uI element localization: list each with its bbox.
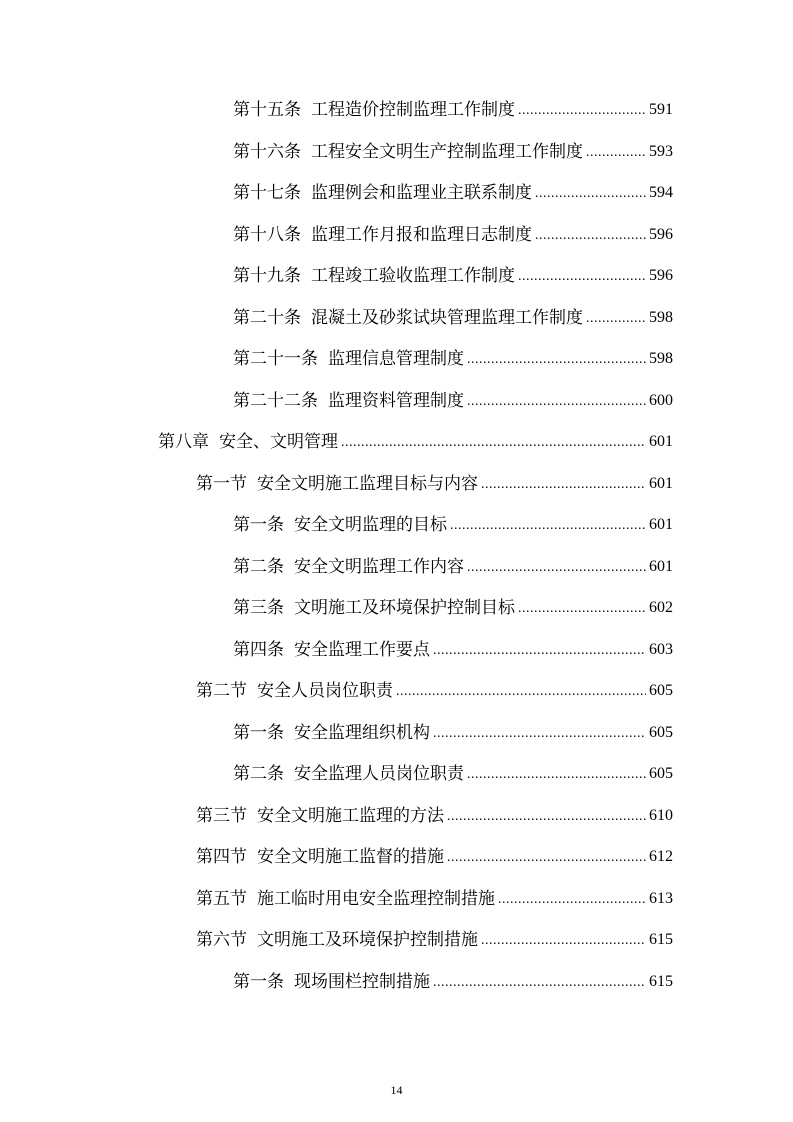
toc-entry-number: 第四节 [196, 847, 247, 867]
toc-leader-dots [467, 387, 646, 417]
toc-entry-number: 第二十二条 [233, 391, 318, 411]
toc-entry-title: 监理资料管理制度 [328, 391, 464, 411]
toc-entry-number: 第十八条 [233, 225, 301, 245]
toc-leader-dots [518, 594, 646, 624]
toc-leader-dots [535, 221, 646, 251]
toc-entry[interactable] [233, 759, 673, 789]
toc-leader-dots [586, 304, 646, 334]
toc-entry-number: 第五节 [196, 889, 247, 909]
toc-entry[interactable] [233, 635, 673, 665]
toc-entry[interactable] [196, 469, 673, 499]
toc-leader-dots [481, 926, 646, 956]
toc-leader-dots [450, 511, 646, 541]
toc-entry[interactable] [158, 427, 673, 457]
toc-entry-title: 混凝土及砂浆试块管理监理工作制度 [311, 308, 583, 328]
toc-leader-dots [467, 760, 646, 790]
toc-entry-title: 工程竣工验收监理工作制度 [311, 266, 515, 286]
toc-entry-title: 安全监理人员岗位职责 [294, 764, 464, 784]
toc-entry-page: 596 [649, 267, 673, 284]
toc-entry-number: 第十五条 [233, 100, 301, 120]
toc-entry[interactable] [233, 386, 673, 416]
toc-entry-page: 605 [649, 765, 673, 782]
toc-entry[interactable] [233, 303, 673, 333]
toc-entry-number: 第一节 [196, 474, 247, 494]
toc-entry-page: 601 [649, 433, 673, 450]
toc-entry-title: 监理例会和监理业主联系制度 [311, 183, 532, 203]
toc-leader-dots [433, 719, 646, 749]
toc-entry-number: 第十七条 [233, 183, 301, 203]
toc-entry-number: 第二十条 [233, 308, 301, 328]
toc-entry-number: 第二条 [233, 764, 284, 784]
toc-entry-page: 594 [649, 184, 673, 201]
toc-entry-title: 工程造价控制监理工作制度 [311, 100, 515, 120]
toc-entry-title: 安全文明监理的目标 [294, 515, 447, 535]
toc-entry-number: 第十九条 [233, 266, 301, 286]
toc-entry[interactable] [233, 178, 673, 208]
toc-entry-page: 603 [649, 641, 673, 658]
toc-leader-dots [433, 636, 646, 666]
toc-entry[interactable] [196, 925, 673, 955]
toc-entry[interactable] [233, 593, 673, 623]
toc-entry-page: 601 [649, 558, 673, 575]
toc-entry[interactable] [196, 884, 673, 914]
toc-entry-title: 安全文明施工监理的方法 [257, 806, 444, 826]
toc-entry-number: 第三节 [196, 806, 247, 826]
toc-entry-page: 602 [649, 599, 673, 616]
toc-entry-number: 第一条 [233, 515, 284, 535]
toc-entry[interactable] [233, 718, 673, 748]
toc-entry-page: 600 [649, 392, 673, 409]
toc-entry[interactable] [233, 344, 673, 374]
toc-entry-page: 598 [649, 309, 673, 326]
toc-entry[interactable] [233, 967, 673, 997]
toc-entry-title: 安全文明施工监理目标与内容 [257, 474, 478, 494]
toc-leader-dots [341, 428, 646, 458]
toc-entry-title: 监理信息管理制度 [328, 349, 464, 369]
toc-entry[interactable] [196, 801, 673, 831]
toc-entry-page: 593 [649, 143, 673, 160]
toc-entry-page: 605 [649, 724, 673, 741]
toc-entry[interactable] [233, 95, 673, 125]
toc-entry-number: 第四条 [233, 640, 284, 660]
toc-entry-number: 第六节 [196, 930, 247, 950]
toc-leader-dots [467, 345, 646, 375]
toc-entry-title: 安全人员岗位职责 [257, 681, 393, 701]
toc-entry-number: 第十六条 [233, 142, 301, 162]
toc-entry-title: 安全、文明管理 [219, 432, 338, 452]
toc-entry-number: 第一条 [233, 723, 284, 743]
toc-entry-page: 596 [649, 226, 673, 243]
toc-entry-number: 第三条 [233, 598, 284, 618]
toc-entry-number: 第一条 [233, 972, 284, 992]
toc-entry-page: 610 [649, 807, 673, 824]
toc-entry[interactable] [196, 676, 673, 706]
toc-entry-page: 615 [649, 973, 673, 990]
toc-entry[interactable] [196, 842, 673, 872]
page-number: 14 [390, 1083, 403, 1097]
toc-entry-number: 第二十一条 [233, 349, 318, 369]
toc-entry-title: 安全监理工作要点 [294, 640, 430, 660]
toc-entry[interactable] [233, 510, 673, 540]
toc-entry-page: 615 [649, 931, 673, 948]
toc-entry-title: 文明施工及环境保护控制目标 [294, 598, 515, 618]
toc-leader-dots [433, 968, 646, 998]
toc-entry[interactable] [233, 220, 673, 250]
toc-entry[interactable] [233, 552, 673, 582]
toc-leader-dots [518, 262, 646, 292]
toc-entry-page: 605 [649, 682, 673, 699]
toc-leader-dots [447, 802, 646, 832]
toc-leader-dots [396, 677, 646, 707]
toc-leader-dots [586, 138, 646, 168]
toc-leader-dots [467, 553, 646, 583]
toc-entry[interactable] [233, 261, 673, 291]
toc-leader-dots [518, 96, 646, 126]
toc-entry-title: 现场围栏控制措施 [294, 972, 430, 992]
toc-entry-number: 第二节 [196, 681, 247, 701]
toc-leader-dots [498, 885, 646, 915]
toc-entry-page: 598 [649, 350, 673, 367]
toc-entry-page: 601 [649, 475, 673, 492]
toc-entry-title: 安全文明施工监督的措施 [257, 847, 444, 867]
toc-entry-page: 591 [649, 101, 673, 118]
toc-entry-page: 612 [649, 848, 673, 865]
toc-leader-dots [481, 470, 646, 500]
toc-entry-title: 工程安全文明生产控制监理工作制度 [311, 142, 583, 162]
toc-entry-page: 601 [649, 516, 673, 533]
toc-entry[interactable] [233, 137, 673, 167]
toc-entry-title: 施工临时用电安全监理控制措施 [257, 889, 495, 909]
toc-entry-page: 613 [649, 890, 673, 907]
toc-leader-dots [535, 179, 646, 209]
toc-leader-dots [447, 843, 646, 873]
toc-entry-title: 安全文明监理工作内容 [294, 557, 464, 577]
toc-entry-number: 第二条 [233, 557, 284, 577]
toc-entry-title: 安全监理组织机构 [294, 723, 430, 743]
toc-entry-title: 文明施工及环境保护控制措施 [257, 930, 478, 950]
toc-entry-number: 第八章 [158, 432, 209, 452]
toc-entry-title: 监理工作月报和监理日志制度 [311, 225, 532, 245]
